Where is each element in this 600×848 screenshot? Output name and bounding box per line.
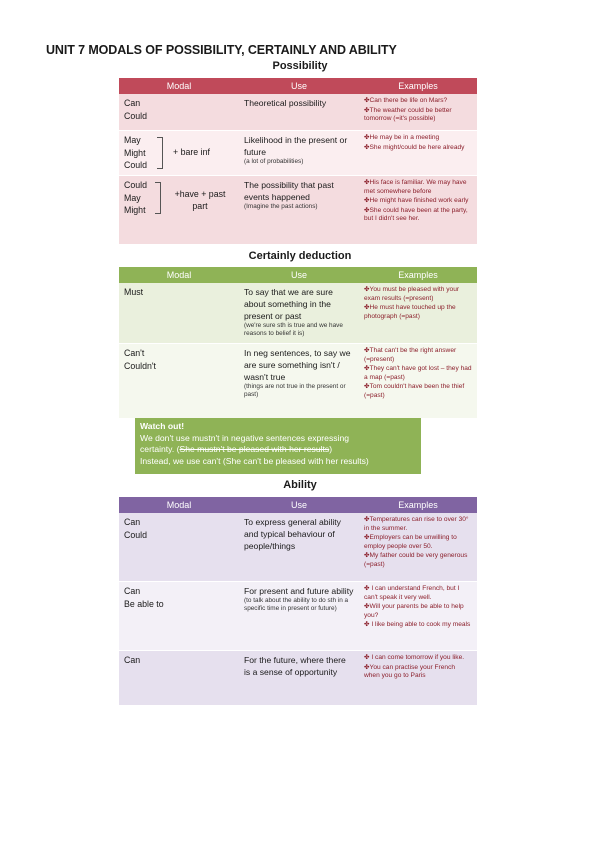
example: ✤ I can understand French, but I can't speak it very well. bbox=[364, 585, 460, 601]
use-cell bbox=[239, 283, 359, 343]
example: ✤His face is familiar. We may have met somewhere before bbox=[364, 179, 467, 195]
ability-title: Ability bbox=[283, 479, 317, 491]
modal-word: Can bbox=[124, 517, 141, 527]
modal-cell bbox=[119, 94, 239, 130]
watch-title: Watch out! bbox=[140, 421, 185, 431]
modal-word: Must bbox=[124, 287, 144, 297]
modal-word: Can't bbox=[124, 348, 145, 358]
use-text: To express general ability and typical behaviour of people/things bbox=[244, 517, 341, 551]
example: ✤ I can come tomorrow if you like. bbox=[364, 654, 465, 661]
modal-word: Can bbox=[124, 655, 141, 665]
header-examples: Examples bbox=[398, 500, 438, 510]
watch-text: certainty. ( bbox=[140, 444, 180, 454]
use-text: The possibility that past events happened bbox=[244, 180, 334, 202]
use-cell bbox=[239, 344, 359, 418]
header-examples: Examples bbox=[398, 270, 438, 280]
use-cell bbox=[239, 513, 359, 581]
use-note: (Imagine the past actions) bbox=[244, 203, 318, 210]
use-text: In neg sentences, to say we are sure something isn't / wasn't true bbox=[244, 348, 351, 382]
table-row bbox=[119, 513, 477, 582]
use-text: To say that we are sure about something in the present or past bbox=[244, 287, 333, 321]
modal-word: Can bbox=[124, 98, 141, 108]
modal-word: Might bbox=[124, 147, 146, 158]
table-row bbox=[119, 651, 477, 706]
modal-word: Could bbox=[124, 110, 147, 121]
certainty-table bbox=[119, 267, 477, 419]
header-modal: Modal bbox=[166, 270, 192, 280]
modal-cell bbox=[119, 651, 239, 705]
table-header bbox=[119, 78, 477, 94]
ability-table bbox=[119, 497, 477, 706]
header-modal: Modal bbox=[166, 500, 192, 510]
example: ✤You can practise your French when you go to Paris bbox=[364, 663, 456, 680]
example: ✤She could have been at the party, but I didn't see her. bbox=[364, 206, 468, 223]
examples-cell bbox=[359, 582, 477, 650]
table-row bbox=[119, 131, 477, 176]
header-use: Use bbox=[290, 81, 307, 91]
watch-line-3: Instead, we use can't (She can't be pleased with her results) bbox=[140, 455, 369, 466]
example: ✤She might/could be here already bbox=[364, 143, 465, 151]
watch-line-1: We don't use mustn't in negative sentences expressing bbox=[140, 432, 350, 443]
examples-cell bbox=[359, 651, 477, 705]
bracket-label: +have + past part bbox=[174, 189, 226, 211]
example: ✤You must be pleased with your exam results (=present) bbox=[364, 286, 460, 302]
bracket bbox=[157, 137, 163, 169]
bracket-label: + bare inf bbox=[173, 147, 210, 157]
modal-word: May bbox=[124, 192, 141, 203]
modal-word: Could bbox=[124, 180, 147, 190]
watch-out-box bbox=[135, 418, 421, 474]
example: ✤Will your parents be able to help you? bbox=[364, 603, 464, 619]
table-row bbox=[119, 176, 477, 245]
use-note: (we're sure sth is true and we have reasons to belief it is) bbox=[244, 322, 343, 337]
modal-cell bbox=[119, 344, 239, 418]
page-title: UNIT 7 MODALS OF POSSIBILITY, CERTAINLY AND ABILITY bbox=[46, 43, 397, 57]
examples-cell bbox=[359, 176, 477, 244]
use-cell bbox=[239, 94, 359, 130]
use-note: (a lot of probabilities) bbox=[244, 158, 304, 165]
table-header bbox=[119, 267, 477, 283]
example: ✤Temperatures can rise to over 30° in the summer. bbox=[364, 516, 469, 532]
table-header bbox=[119, 497, 477, 513]
use-cell bbox=[239, 582, 359, 650]
header-modal: Modal bbox=[166, 81, 192, 91]
examples-cell bbox=[359, 283, 477, 343]
certainty-title: Certainly deduction bbox=[248, 250, 352, 262]
examples-cell bbox=[359, 344, 477, 418]
use-text: Theoretical possibility bbox=[244, 98, 327, 108]
example: ✤My father could be very generous (=past) bbox=[364, 552, 468, 568]
examples-cell bbox=[359, 131, 477, 175]
modal-cell bbox=[119, 131, 239, 175]
modal-word: May bbox=[124, 135, 141, 145]
possibility-table bbox=[119, 78, 477, 245]
modal-cell bbox=[119, 582, 239, 650]
modal-word: Could bbox=[124, 529, 147, 540]
example: ✤He might have finished work early bbox=[364, 197, 469, 205]
examples-cell bbox=[359, 513, 477, 581]
example: ✤ I like being able to cook my meals bbox=[364, 621, 471, 629]
header-examples: Examples bbox=[398, 81, 438, 91]
header-use: Use bbox=[290, 270, 307, 280]
use-note: (things are not true in the present or past) bbox=[244, 383, 346, 398]
table-row bbox=[119, 94, 477, 131]
example: ✤Employers can be unwilling to employ people over 50. bbox=[364, 534, 457, 550]
example: ✤That can't be the right answer (=present) bbox=[364, 347, 457, 363]
use-text: For the future, where there is a sense of opportunity bbox=[244, 655, 346, 677]
watch-line-2 bbox=[140, 444, 416, 456]
possibility-title: Possibility bbox=[272, 60, 328, 72]
example: ✤Tom couldn't have been the thief (=past) bbox=[364, 383, 465, 399]
use-cell bbox=[239, 131, 359, 175]
modal-word: Be able to bbox=[124, 598, 164, 609]
modal-word: Can bbox=[124, 586, 141, 596]
table-row bbox=[119, 344, 477, 419]
table-row bbox=[119, 582, 477, 651]
bracket bbox=[155, 182, 161, 214]
example: ✤He may be in a meeting bbox=[364, 134, 440, 141]
struck-example: She mustn't be pleased with her results bbox=[179, 444, 330, 454]
use-cell bbox=[239, 176, 359, 244]
examples-cell bbox=[359, 94, 477, 130]
use-note: (to talk about the ability to do sth in a specific time in present or future) bbox=[244, 597, 349, 612]
modal-word: Couldn't bbox=[124, 360, 157, 371]
modal-cell bbox=[119, 513, 239, 581]
modal-cell bbox=[119, 176, 239, 244]
modal-cell bbox=[119, 283, 239, 343]
modal-word: Could bbox=[124, 160, 147, 170]
table-row bbox=[119, 283, 477, 344]
example: ✤He must have touched up the photograph (=past) bbox=[364, 304, 456, 320]
example: ✤They can't have got lost – they had a map (=past) bbox=[364, 365, 472, 381]
watch-text: ) bbox=[329, 444, 333, 454]
header-use: Use bbox=[290, 500, 307, 510]
use-cell bbox=[239, 651, 359, 705]
modal-word: Might bbox=[124, 205, 146, 215]
use-text: For present and future ability bbox=[244, 586, 354, 596]
use-text: Likelihood in the present or future bbox=[244, 135, 348, 157]
example: ✤Can there be life on Mars? bbox=[364, 97, 448, 104]
example: ✤The weather could be better tomorrow (=it's possible) bbox=[364, 106, 452, 123]
